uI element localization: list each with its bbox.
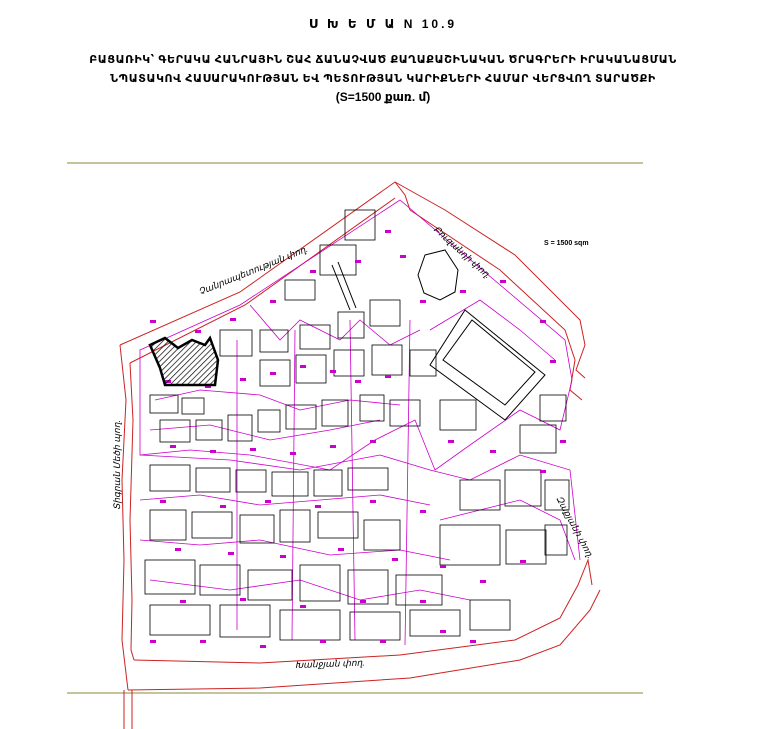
- hatched-parcel: [150, 338, 218, 385]
- street-label-north: Չանրապետության փող.: [197, 243, 310, 297]
- scheme-title: Ս Խ Ե Մ Ա N 10.9: [308, 17, 458, 31]
- street-label-west: Տիգրան Մեծի պող.: [112, 420, 122, 510]
- parcel-markers: [150, 230, 566, 648]
- street-label-east: Զաքյանի փող.: [554, 494, 596, 561]
- street-boundaries: [120, 182, 600, 729]
- parcel-boundaries: [140, 200, 580, 645]
- street-label-northeast: Բուզանդի փող.: [431, 224, 493, 281]
- subtitle-line-2: ՆՊԱՏԱԿՈՎ ՀԱՍԱՐԱԿՈՒԹՅԱՆ ԵՎ ՊԵՏՈՒԹՅԱՆ ԿԱՐԻՔՆԵՐԻ ՀԱՄԱՐ ՎԵՐՑՎՈՂ ՏԱՐԱԾՔԻ: [110, 73, 656, 85]
- area-label: S = 1500 sqm: [544, 240, 589, 247]
- subtitle-line-1: ԲԱՑԱՌԻԿ՝ ԳԵՐԱԿԱ ՀԱՆՐԱՅԻՆ ՇԱՀ ՃԱՆԱՉՎԱԾ ՔԱՂԱՔԱՇԻՆԱԿԱՆ ԾՐԱԳՐԵՐԻ ԻՐԱԿԱՆԱՑՄԱՆ: [89, 54, 677, 66]
- area-subtitle: (S=1500 քառ. մ): [335, 90, 431, 104]
- street-label-south: Խանջյան փող.: [294, 657, 365, 670]
